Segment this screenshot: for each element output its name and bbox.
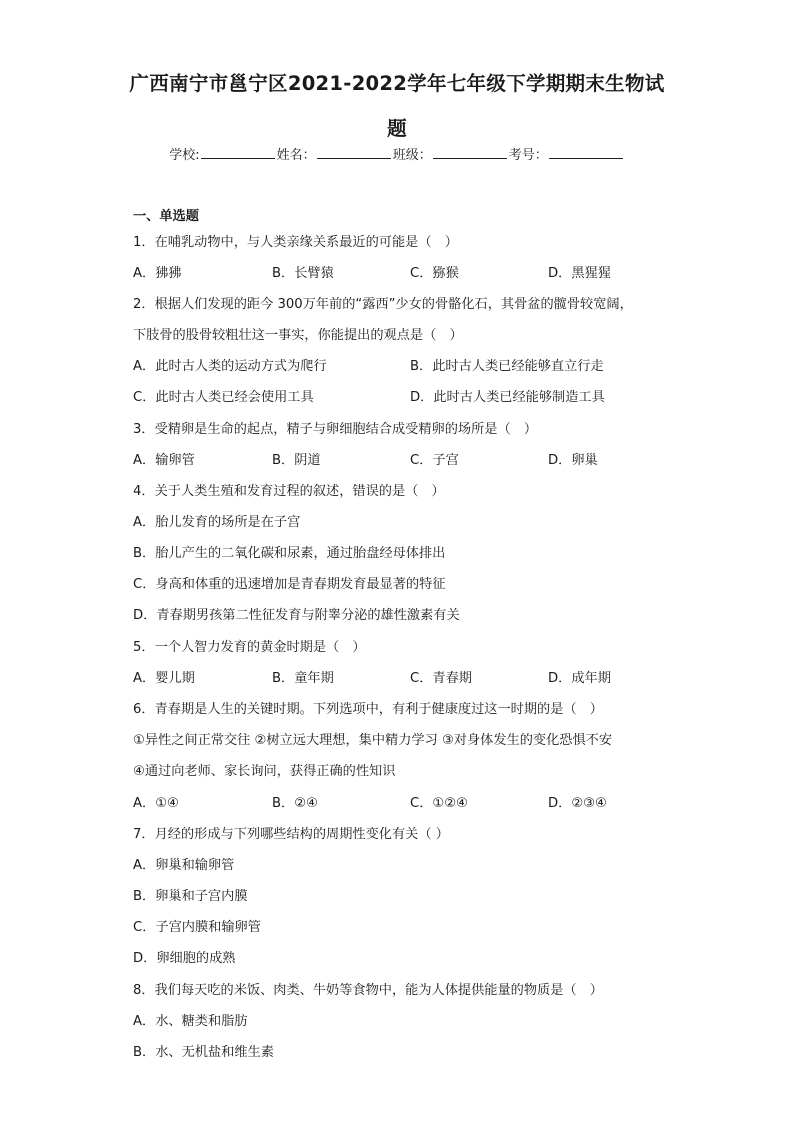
name-blank[interactable] <box>317 146 391 159</box>
name-label: 姓名： <box>276 148 316 163</box>
option-d[interactable]: D．黑猩猩 <box>548 266 611 281</box>
option-a[interactable]: A．卵巢和输卵管 <box>133 858 235 873</box>
option-a[interactable]: A．胎儿发育的场所是在子宫 <box>133 515 301 530</box>
option-a[interactable]: A．输卵管 <box>133 453 195 468</box>
option-b[interactable]: B．水、无机盐和维生素 <box>133 1045 274 1060</box>
option-b[interactable]: B．卵巢和子宫内膜 <box>133 889 248 904</box>
option-c[interactable]: C．此时古人类已经会使用工具 <box>133 390 314 405</box>
question-5-stem: 5．一个人智力发育的黄金时期是（ ） <box>133 640 366 655</box>
option-d[interactable]: D．此时古人类已经能够制造工具 <box>410 390 605 405</box>
option-b[interactable]: B．此时古人类已经能够直立行走 <box>410 359 604 374</box>
question-7-stem: 7．月经的形成与下列哪些结构的周期性变化有关（ ） <box>133 827 449 842</box>
option-b[interactable]: B．长臂猿 <box>272 266 334 281</box>
option-c[interactable]: C．子宫内膜和输卵管 <box>133 920 261 935</box>
option-c[interactable]: C．①②④ <box>410 796 468 811</box>
option-c[interactable]: C．青春期 <box>410 671 472 686</box>
page-title-line-1: 广西南宁市邕宁区2021-2022学年七年级下学期期末生物试 <box>129 72 665 95</box>
option-d[interactable]: D．②③④ <box>548 796 607 811</box>
option-b[interactable]: B．阴道 <box>272 453 321 468</box>
question-6-statements: ④通过向老师、家长询问，获得正确的性知识 <box>133 764 396 779</box>
school-blank[interactable] <box>201 146 275 159</box>
option-b[interactable]: B．童年期 <box>272 671 334 686</box>
question-2-stem: 2．根据人们发现的距今 300万年前的“露西”少女的骨骼化石，其骨盆的髋骨较宽阔， <box>133 297 633 312</box>
option-a[interactable]: A．狒狒 <box>133 266 182 281</box>
option-a[interactable]: A．①④ <box>133 796 179 811</box>
question-1-stem: 1．在哺乳动物中，与人类亲缘关系最近的可能是（ ） <box>133 235 458 250</box>
option-c[interactable]: C．猕猴 <box>410 266 459 281</box>
number-blank[interactable] <box>549 146 623 159</box>
student-info-row <box>0 144 794 163</box>
question-8-stem: 8．我们每天吃的米饭、肉类、牛奶等食物中，能为人体提供能量的物质是（ ） <box>133 983 603 998</box>
school-label: 学校: <box>169 148 200 163</box>
class-label: 班级： <box>392 148 432 163</box>
option-c[interactable]: C．子宫 <box>410 453 459 468</box>
page-title-line-2: 题 <box>387 117 407 140</box>
question-4-stem: 4．关于人类生殖和发育过程的叙述，错误的是（ ） <box>133 484 445 499</box>
class-blank[interactable] <box>433 146 507 159</box>
question-2-stem: 下肢骨的股骨较粗壮这一事实，你能提出的观点是（ ） <box>133 328 463 343</box>
number-label: 考号： <box>508 148 548 163</box>
option-d[interactable]: D．成年期 <box>548 671 611 686</box>
section-heading: 一、单选题 <box>133 209 199 224</box>
option-d[interactable]: D．青春期男孩第二性征发育与附睾分泌的雄性激素有关 <box>133 608 460 623</box>
question-6-statements: ①异性之间正常交往 ②树立远大理想，集中精力学习 ③对身体发生的变化恐惧不安 <box>133 733 613 748</box>
option-d[interactable]: D．卵细胞的成熟 <box>133 951 236 966</box>
option-a[interactable]: A．此时古人类的运动方式为爬行 <box>133 359 327 374</box>
option-a[interactable]: A．水、糖类和脂肪 <box>133 1014 248 1029</box>
option-a[interactable]: A．婴儿期 <box>133 671 195 686</box>
option-b[interactable]: B．②④ <box>272 796 318 811</box>
question-3-stem: 3．受精卵是生命的起点，精子与卵细胞结合成受精卵的场所是（ ） <box>133 422 538 437</box>
question-6-stem: 6．青春期是人生的关键时期。下列选项中，有利于健康度过这一时期的是（ ） <box>133 702 603 717</box>
option-b[interactable]: B．胎儿产生的二氧化碳和尿素，通过胎盘经母体排出 <box>133 546 446 561</box>
option-d[interactable]: D．卵巢 <box>548 453 598 468</box>
option-c[interactable]: C．身高和体重的迅速增加是青春期发育最显著的特征 <box>133 577 446 592</box>
